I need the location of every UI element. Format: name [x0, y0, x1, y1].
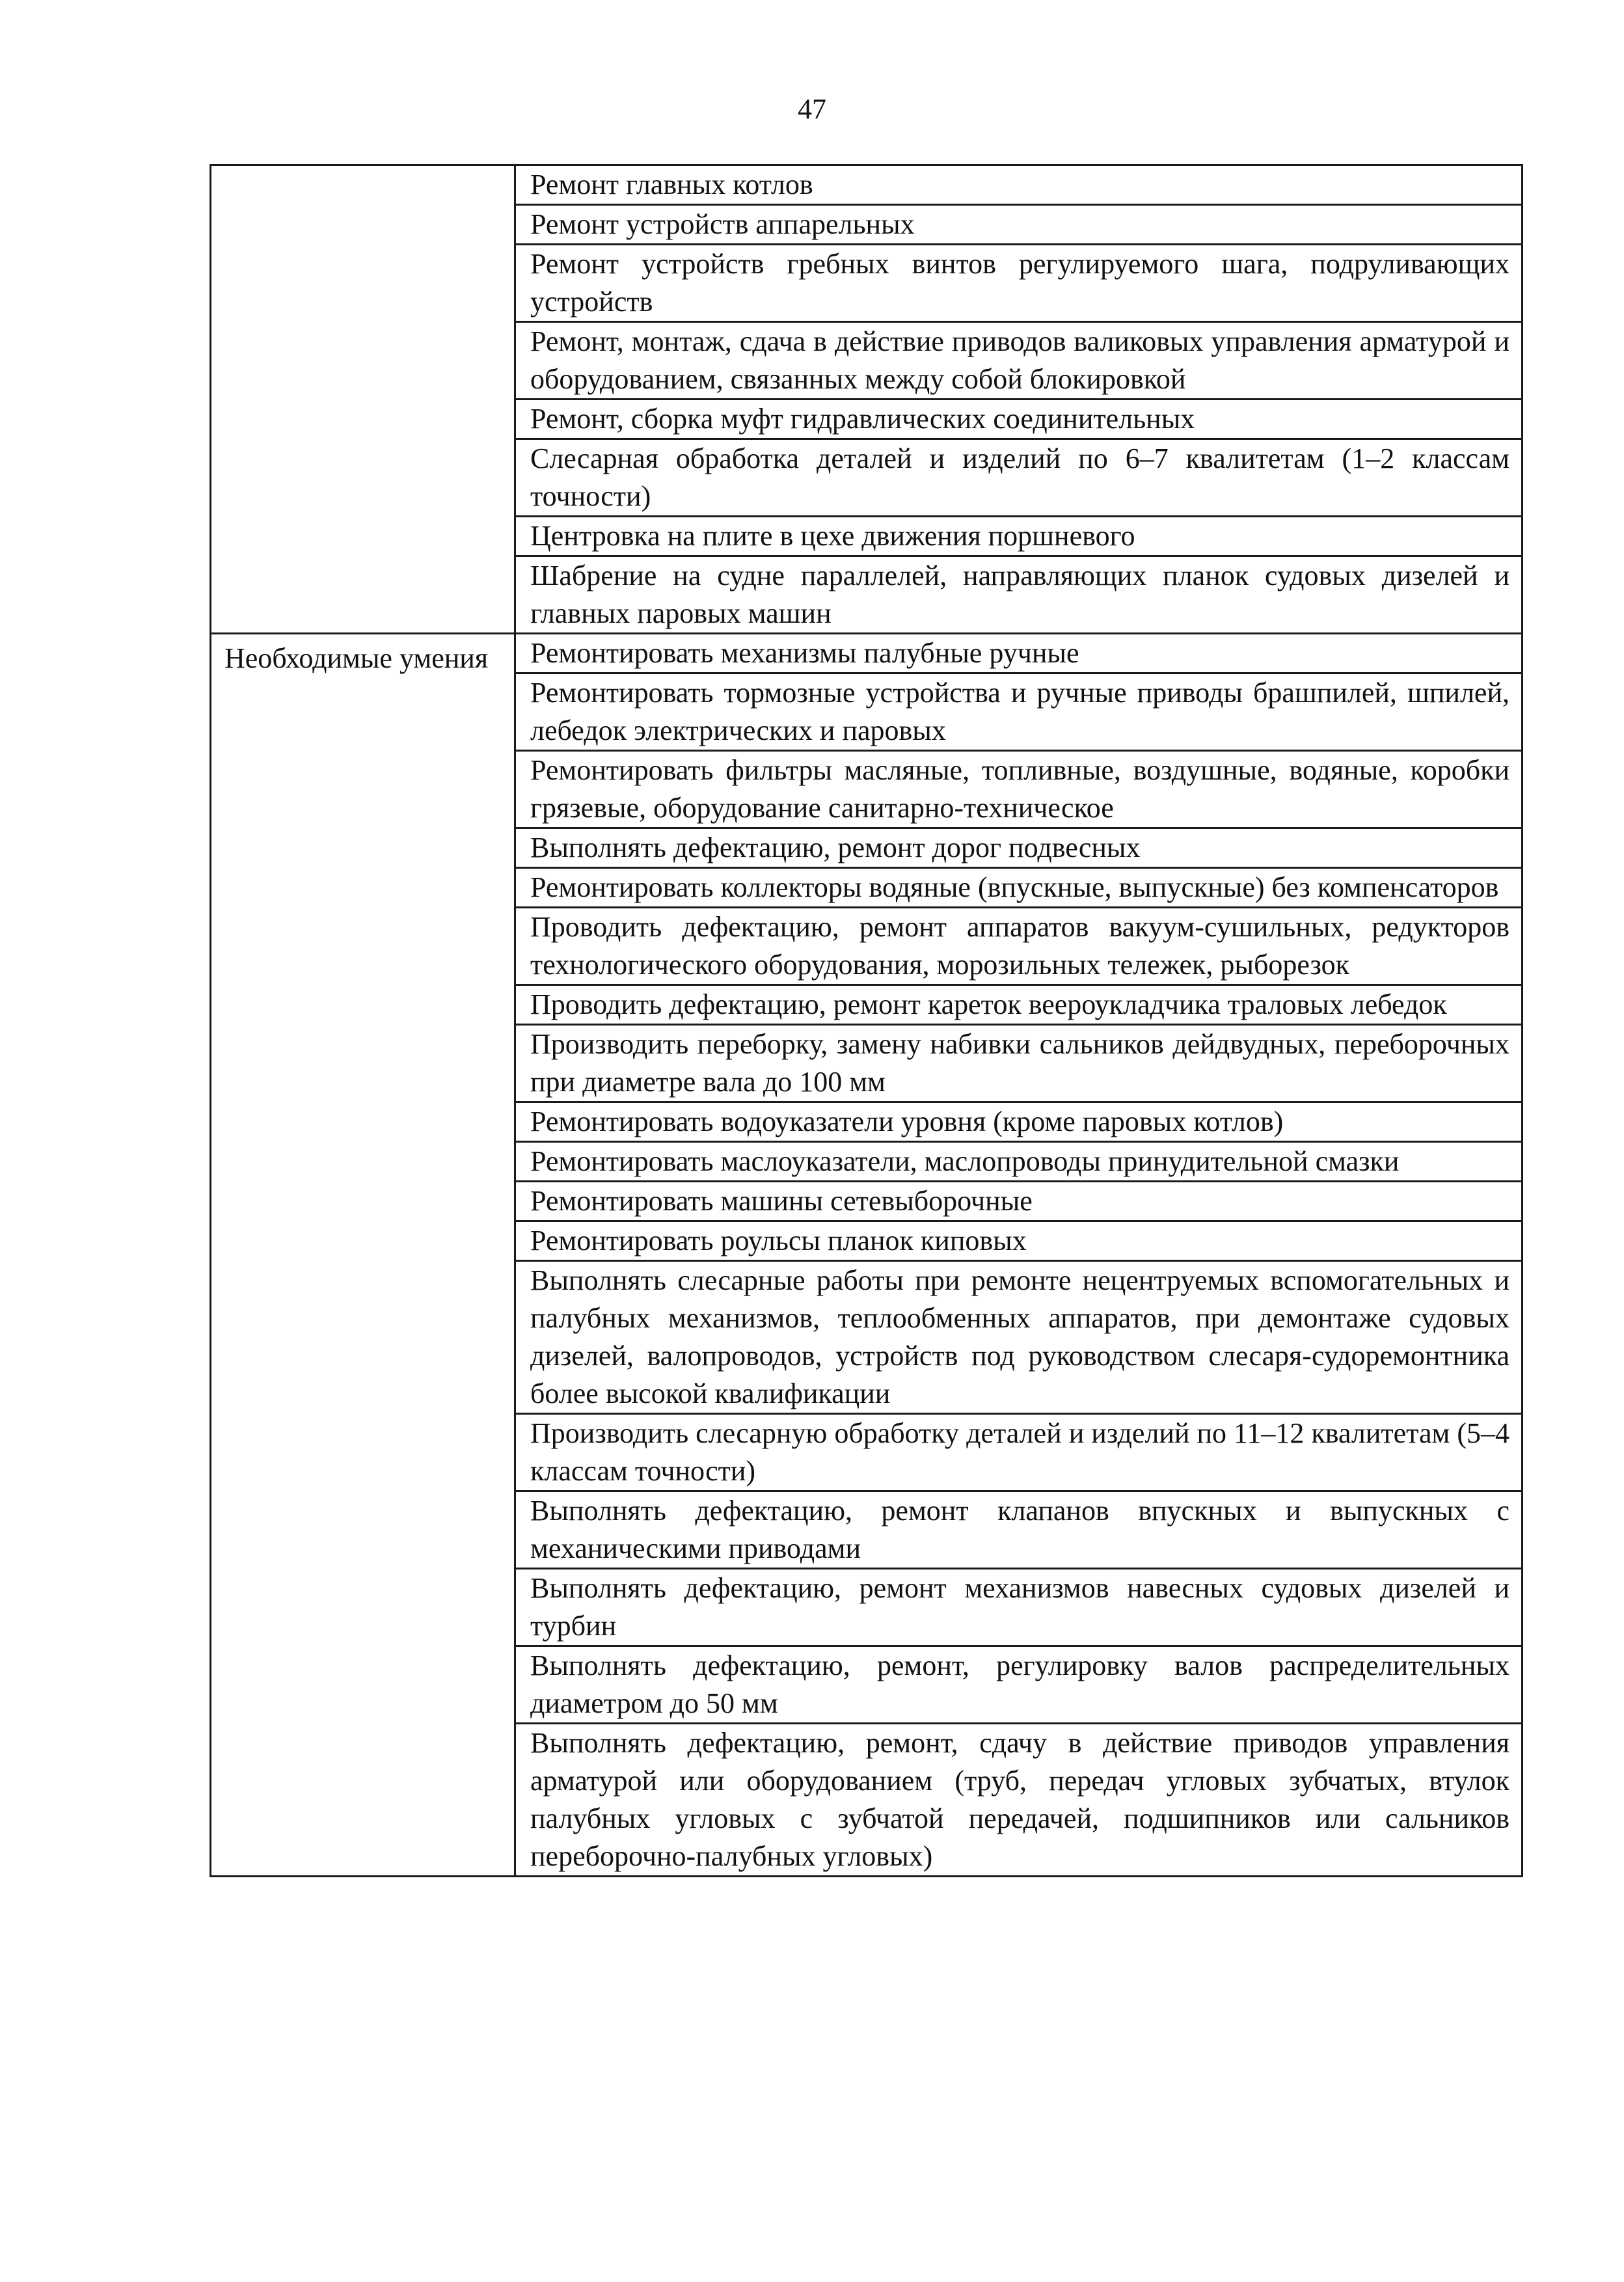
table-cell-item: Ремонтировать роульсы планок киповых — [515, 1221, 1522, 1261]
table-cell-item: Выполнять дефектацию, ремонт, сдачу в действие приводов управления арматурой или оборудованием (труб, передач угловых зубчатых, втулок палубных угловых с зубчатой передачей, подшипников или сальников переборочно-палубных угловых) — [515, 1724, 1522, 1877]
table-cell-item: Ремонтировать фильтры масляные, топливные, воздушные, водяные, коробки грязевые, оборудование санитарно-техническое — [515, 751, 1522, 828]
table-cell-item: Производить слесарную обработку деталей и изделий по 11–12 квалитетам (5–4 классам точности) — [515, 1414, 1522, 1491]
table-cell-item: Ремонт устройств аппарельных — [515, 205, 1522, 245]
table-cell-item: Шабрение на судне параллелей, направляющих планок судовых дизелей и главных паровых машин — [515, 556, 1522, 634]
table-cell-item: Выполнять дефектацию, ремонт механизмов навесных судовых дизелей и турбин — [515, 1569, 1522, 1646]
table-cell-item: Ремонтировать водоуказатели уровня (кроме паровых котлов) — [515, 1102, 1522, 1142]
table-cell-item: Выполнять дефектацию, ремонт дорог подвесных — [515, 828, 1522, 868]
table-cell-item: Выполнять слесарные работы при ремонте нецентруемых вспомогательных и палубных механизмов, теплообменных аппаратов, при демонтаже судовых дизелей, валопроводов, устройств под руководством слесаря-судоремонтника более высокой квалификации — [515, 1261, 1522, 1414]
group-1-body — [211, 165, 1522, 634]
table-cell-item: Ремонтировать механизмы палубные ручные — [515, 634, 1522, 673]
group-2-label-cell: Необходимые умения — [211, 634, 515, 1877]
table-cell-item: Ремонт, монтаж, сдача в действие приводов валиковых управления арматурой и оборудованием, связанных между собой блокировкой — [515, 322, 1522, 400]
table-row — [211, 634, 1522, 673]
table-row — [211, 165, 1522, 205]
table-cell-item: Проводить дефектацию, ремонт аппаратов вакуум-сушильных, редукторов технологического оборудования, морозильных тележек, рыборезок — [515, 908, 1522, 985]
group-1-label-cell — [211, 165, 515, 634]
table-cell-item: Ремонт устройств гребных винтов регулируемого шага, подруливающих устройств — [515, 245, 1522, 322]
table-cell-item: Выполнять дефектацию, ремонт клапанов впускных и выпускных с механическими приводами — [515, 1491, 1522, 1569]
table-cell-item: Ремонтировать маслоуказатели, маслопроводы принудительной смазки — [515, 1142, 1522, 1182]
table-cell-item: Ремонтировать коллекторы водяные (впускные, выпускные) без компенсаторов — [515, 868, 1522, 908]
table-cell-item: Слесарная обработка деталей и изделий по 6–7 квалитетам (1–2 классам точности) — [515, 439, 1522, 517]
table-cell-item: Проводить дефектацию, ремонт кареток веероукладчика траловых лебедок — [515, 985, 1522, 1025]
table-cell-item: Производить переборку, замену набивки сальников дейдвудных, переборочных при диаметре вала до 100 мм — [515, 1025, 1522, 1102]
skills-table — [210, 164, 1523, 1877]
table-cell-item: Ремонтировать машины сетевыборочные — [515, 1182, 1522, 1221]
page-number: 47 — [798, 93, 826, 125]
group-2-body — [211, 634, 1522, 1877]
table-cell-item: Ремонт, сборка муфт гидравлических соединительных — [515, 400, 1522, 439]
table-cell-item: Выполнять дефектацию, ремонт, регулировку валов распределительных диаметром до 50 мм — [515, 1646, 1522, 1724]
table-cell-item: Ремонтировать тормозные устройства и ручные приводы брашпилей, шпилей, лебедок электрических и паровых — [515, 673, 1522, 751]
table-cell-item: Центровка на плите в цехе движения поршневого — [515, 517, 1522, 556]
table-cell-item: Ремонт главных котлов — [515, 165, 1522, 205]
